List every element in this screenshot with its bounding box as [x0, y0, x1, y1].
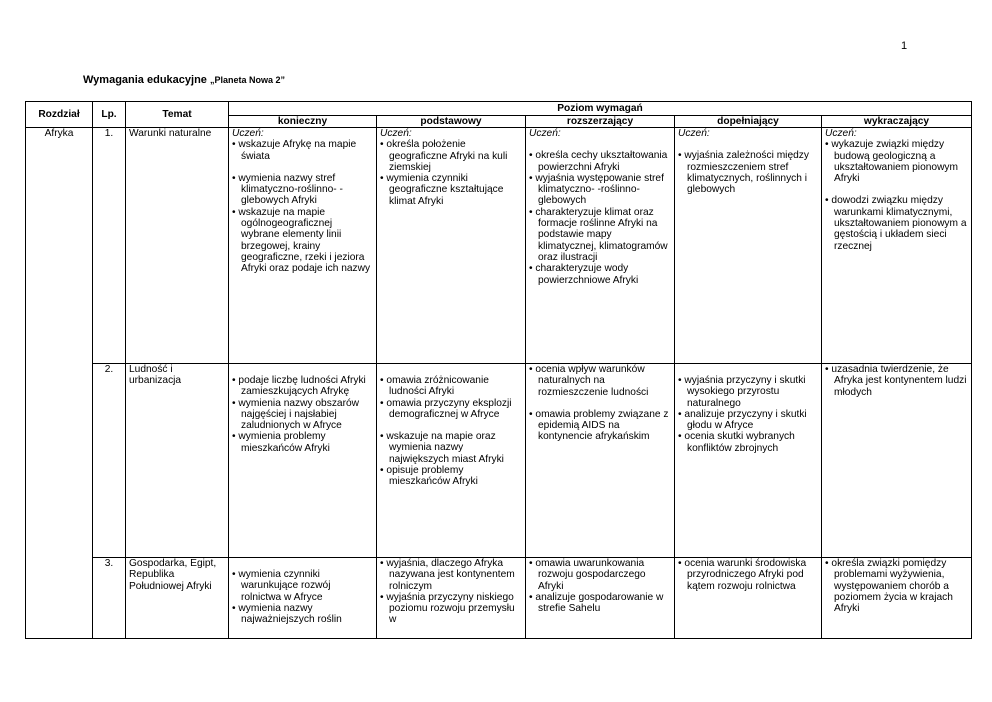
requirement-cell [822, 364, 972, 558]
lp-cell: 1. [93, 128, 126, 364]
requirement-cell [229, 558, 377, 639]
requirement-item: • charakteryzuje wody powierzchniowe Afryki [529, 263, 639, 286]
cell-lead-label: Uczeń: [529, 128, 561, 139]
header-level-rozszerzajacy: rozszerzający [526, 116, 675, 128]
title-prefix: Wymagania edukacyjne [83, 74, 210, 86]
requirement-item: • analizuje przyczyny i skutki głodu w Afryce [678, 408, 807, 432]
topic-cell: Gospodarka, Egipt, Republika Południowej Afryki [126, 558, 229, 639]
requirement-cell [822, 558, 972, 639]
requirement-item: • wyjaśnia, dlaczego Afryka nazywana jest kontynentem rolniczym [380, 558, 515, 592]
cell-lead-label: Uczeń: [232, 128, 264, 139]
requirement-item: • omawia zróżnicowanie ludności Afryki [380, 375, 489, 398]
requirement-item: • omawia przyczyny eksplozji demograficznej w Afryce [380, 397, 512, 420]
requirement-item: • wskazuje na mapie ogólnogeograficznej wybrane elementy linii brzegowej, krainy geograficzne, rzeki i jeziora Afryki oraz podaje ich nazwy [232, 206, 371, 275]
header-level-dopelniajacy: dopełniający [675, 116, 822, 128]
requirement-item: • ocenia skutki wybranych konfliktów zbrojnych [678, 431, 795, 454]
requirement-item: • omawia uwarunkowania rozwoju gospodarczego Afryki [529, 558, 646, 592]
requirement-cell [526, 558, 675, 639]
requirement-item: • wyjaśnia przyczyny niskiego poziomu rozwoju przemysłu w [380, 591, 515, 626]
requirement-item: • podaje liczbę ludności Afryki zamieszkujących Afrykę [232, 375, 366, 398]
requirement-item: • charakteryzuje klimat oraz formacje roślinne Afryki na podstawie mapy klimatycznej, klimatogramów oraz ilustracji [529, 206, 668, 263]
requirement-item: • określa cechy ukształtowania powierzchni Afryki [529, 150, 668, 173]
table-row [26, 364, 972, 558]
requirement-item: • opisuje problemy mieszkańców Afryki [380, 465, 478, 488]
table-row [26, 128, 972, 364]
requirement-item: • wymienia nazwy najważniejszych roślin [232, 602, 342, 626]
requirement-item: • ocenia warunki środowiska przyrodniczego Afryki pod kątem rozwoju rolnictwa [678, 558, 807, 592]
requirements-table [25, 101, 972, 639]
requirement-item: • omawia problemy związane z epidemią AIDS na kontynencie afrykańskim [529, 408, 669, 443]
requirement-item: • wskazuje Afrykę na mapie świata [232, 139, 357, 162]
requirement-item: • dowodzi związku między warunkami klimatycznymi, ukształtowaniem pionowym a gęstością i układem sieci rzecznej [825, 195, 967, 252]
requirement-cell [675, 558, 822, 639]
requirement-cell [229, 128, 377, 364]
chapter-cell: Afryka [26, 128, 93, 639]
topic-cell: Warunki naturalne [126, 128, 229, 364]
cell-lead-label: Uczeń: [678, 128, 710, 139]
header-lp: Lp. [93, 102, 126, 128]
requirement-cell [675, 364, 822, 558]
requirement-cell [822, 128, 972, 364]
header-rozdzial: Rozdział [26, 102, 93, 128]
lp-cell: 3. [93, 558, 126, 639]
document-title [83, 74, 285, 86]
table-row [26, 558, 972, 639]
requirement-cell [526, 364, 675, 558]
requirement-cell [675, 128, 822, 364]
requirement-item: • wymienia nazwy stref klimatyczno-roślinno- -glebowych Afryki [232, 172, 343, 207]
requirement-cell [377, 364, 526, 558]
requirement-item: • analizuje gospodarowanie w strefie Sahelu [529, 591, 664, 615]
requirement-item: • wymienia nazwy obszarów najgęściej i najsłabiej zaludnionych w Afryce [232, 397, 359, 432]
page-number: 1 [901, 40, 908, 52]
header-level-wykraczajacy: wykraczający [822, 116, 972, 128]
cell-lead-label: Uczeń: [380, 128, 412, 139]
requirement-item: • wykazuje związki między budową geologiczną a ukształtowaniem pionowym Afryki [825, 139, 959, 185]
header-level-konieczny: konieczny [229, 116, 377, 128]
requirement-cell [377, 558, 526, 639]
title-quote: „Planeta Nowa 2” [209, 75, 285, 85]
requirement-item: • wyjaśnia przyczyny i skutki wysokiego przyrostu naturalnego [678, 375, 806, 409]
header-poziom-wymagan: Poziom wymagań [229, 102, 972, 116]
lp-cell: 2. [93, 364, 126, 558]
requirement-item: • wyjaśnia występowanie stref klimatyczno- -roślinno-glebowych [529, 172, 664, 207]
requirement-item: • określa związki pomiędzy problemami wyżywienia, występowaniem chorób a poziomem życia w krajach Afryki [825, 558, 953, 615]
requirement-item: • określa położenie geograficzne Afryki na kuli ziemskiej [380, 139, 508, 173]
requirement-cell [229, 364, 377, 558]
header-temat: Temat [126, 102, 229, 128]
topic-cell: Ludność i urbanizacja [126, 364, 229, 558]
requirement-item: • wymienia czynniki warunkujące rozwój rolnictwa w Afryce [232, 569, 331, 603]
requirement-cell [526, 128, 675, 364]
header-level-podstawowy: podstawowy [377, 116, 526, 128]
requirement-item: • uzasadnia twierdzenie, że Afryka jest kontynentem ludzi młodych [825, 364, 967, 398]
requirement-cell [377, 128, 526, 364]
requirement-item: • wskazuje na mapie oraz wymienia nazwy największych miast Afryki [380, 431, 504, 465]
cell-lead-label: Uczeń: [825, 128, 857, 139]
requirement-item: • wyjaśnia zależności między rozmieszczeniem stref klimatycznych, roślinnych i glebowych [678, 150, 809, 196]
requirement-item: • wymienia czynniki geograficzne kształtujące klimat Afryki [380, 173, 504, 207]
requirement-item: • ocenia wpływ warunków naturalnych na rozmieszczenie ludności [529, 364, 649, 398]
requirement-item: • wymienia problemy mieszkańców Afryki [232, 431, 330, 454]
